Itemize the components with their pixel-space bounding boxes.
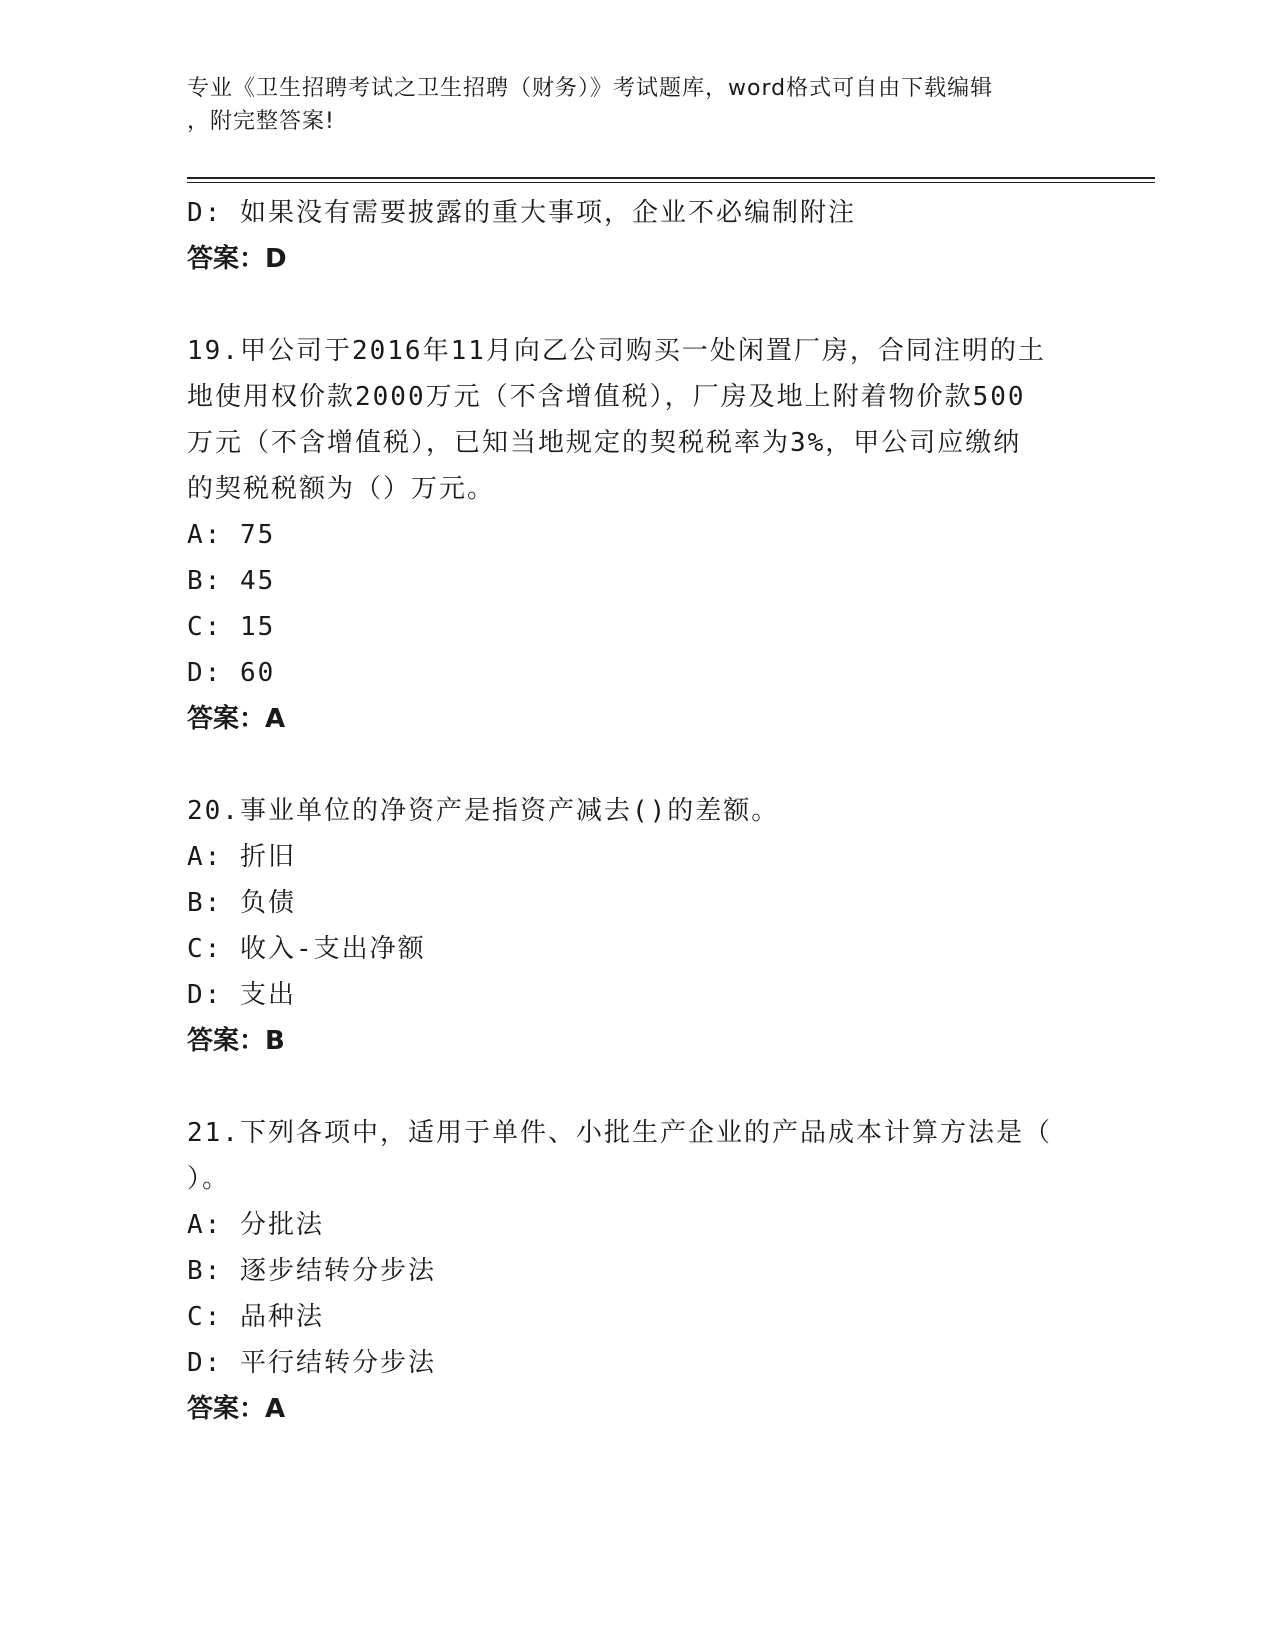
- question-21-option-d: D: 平行结转分步法: [187, 1348, 436, 1378]
- question-21: [187, 1110, 1087, 1432]
- question-19-stem-line: 万元（不含增值税），已知当地规定的契税税率为3%，甲公司应缴纳: [187, 428, 1022, 458]
- question-21-answer: 答案：A: [187, 1394, 286, 1424]
- question-20: [187, 788, 1087, 1064]
- question-21-stem-line: 21.下列各项中，适用于单件、小批生产企业的产品成本计算方法是（: [187, 1118, 1052, 1148]
- question-20-answer: 答案：B: [187, 1026, 285, 1056]
- question-21-stem-line: ）。: [187, 1164, 231, 1194]
- question-20-option-c: C: 收入-支出净额: [187, 934, 426, 964]
- question-19-option-a: A: 75: [187, 520, 276, 550]
- question-19-stem-line: 地使用权价款2000万元（不含增值税），厂房及地上附着物价款500: [187, 382, 1026, 412]
- prev-question-option-d: D: 如果没有需要披露的重大事项，企业不必编制附注: [187, 198, 856, 228]
- question-19-stem-line: 19.甲公司于2016年11月向乙公司购买一处闲置厂房，合同注明的土: [187, 336, 1046, 366]
- question-21-option-a: A: 分批法: [187, 1210, 324, 1240]
- question-spacer: [187, 742, 1087, 788]
- header-title-line-2: ，附完整答案!: [187, 109, 335, 134]
- question-spacer: [187, 282, 1087, 328]
- header-rule-thick: [187, 177, 1155, 179]
- question-19-answer: 答案：A: [187, 704, 286, 734]
- question-20-stem-line: 20.事业单位的净资产是指资产减去()的差额。: [187, 796, 780, 826]
- question-19-option-b: B: 45: [187, 566, 276, 596]
- question-19: [187, 328, 1087, 742]
- question-list: [187, 190, 1087, 1432]
- header-rule-thin: [187, 182, 1155, 183]
- document-header: [187, 72, 1087, 138]
- prev-question-answer: 答案：D: [187, 244, 287, 274]
- question-19-stem-line: 的契税税额为（）万元。: [187, 474, 496, 504]
- question-21-option-b: B: 逐步结转分步法: [187, 1256, 436, 1286]
- question-19-option-c: C: 15: [187, 612, 276, 642]
- question-20-option-b: B: 负债: [187, 888, 296, 918]
- question-19-option-d: D: 60: [187, 658, 276, 688]
- question-20-option-a: A: 折旧: [187, 842, 296, 872]
- question-spacer: [187, 1064, 1087, 1110]
- question-21-option-c: C: 品种法: [187, 1302, 324, 1332]
- header-title-line-1: 专业《卫生招聘考试之卫生招聘（财务）》考试题库，word格式可自由下载编辑: [187, 76, 994, 101]
- question-20-option-d: D: 支出: [187, 980, 296, 1010]
